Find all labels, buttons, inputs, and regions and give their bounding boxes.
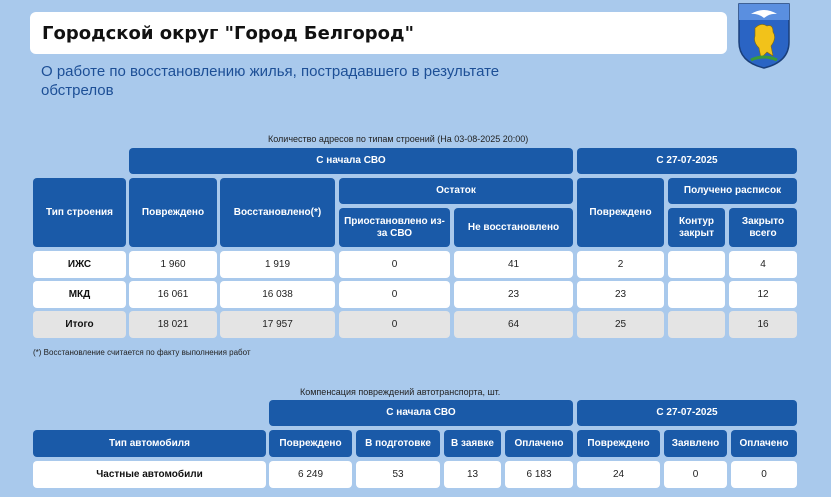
table2-row-type: Частные автомобили <box>33 461 266 488</box>
table1-row2-restored: 16 038 <box>220 281 335 308</box>
table2-col-damaged: Повреждено <box>269 430 352 457</box>
belgorod-coat-of-arms-icon <box>737 2 791 70</box>
table1-col-suspended: Приостановлено из-за СВО <box>339 208 450 247</box>
page-title: Городской округ "Город Белгород" <box>42 22 414 44</box>
table1-col-closed: Закрыто всего <box>729 208 797 247</box>
table2-group-since-date: С 27-07-2025 <box>577 400 797 426</box>
table1-total-contour <box>668 311 725 338</box>
table1-caption: Количество адресов по типам строений (На 03-08-2025 20:00) <box>268 134 529 144</box>
table1-row1-type: ИЖС <box>33 251 126 278</box>
table2-row-damaged: 6 249 <box>269 461 352 488</box>
table2-row-paid: 6 183 <box>505 461 573 488</box>
table2-row-paid2: 0 <box>731 461 797 488</box>
table1-row2-closed: 12 <box>729 281 797 308</box>
table1-row2-damaged: 16 061 <box>129 281 217 308</box>
table1-col-restored: Восстановлено(*) <box>220 178 335 247</box>
table1-group-since-date: С 27-07-2025 <box>577 148 797 174</box>
table1-col-receipts: Получено расписок <box>668 178 797 204</box>
table2-col-paid: Оплачено <box>505 430 573 457</box>
table1-total-damaged2: 25 <box>577 311 664 338</box>
table1-row1-damaged: 1 960 <box>129 251 217 278</box>
table1-total-suspended: 0 <box>339 311 450 338</box>
table1-total-type: Итого <box>33 311 126 338</box>
table2-caption: Компенсация повреждений автотранспорта, шт. <box>300 387 501 397</box>
table2-col-damaged2: Повреждено <box>577 430 660 457</box>
table1-row2-suspended: 0 <box>339 281 450 308</box>
table1-row1-damaged2: 2 <box>577 251 664 278</box>
page-subtitle: О работе по восстановлению жилья, пострадавшего в результате обстрелов <box>41 63 500 99</box>
table1-col-not-restored: Не восстановлено <box>454 208 573 247</box>
table1-row2-not-restored: 23 <box>454 281 573 308</box>
table2-row-applied: 13 <box>444 461 501 488</box>
table1-row2-type: МКД <box>33 281 126 308</box>
table1-total-restored: 17 957 <box>220 311 335 338</box>
table1-col-contour: Контур закрыт <box>668 208 725 247</box>
table2-col-paid2: Оплачено <box>731 430 797 457</box>
table2-col-type: Тип автомобиля <box>33 430 266 457</box>
table2-col-applied: В заявке <box>444 430 501 457</box>
table2-group-since-svo: С начала СВО <box>269 400 573 426</box>
table1-total-damaged: 18 021 <box>129 311 217 338</box>
table2-row-declared: 0 <box>664 461 727 488</box>
table1-row1-suspended: 0 <box>339 251 450 278</box>
table1-row2-contour <box>668 281 725 308</box>
table2-col-preparing: В подготовке <box>356 430 440 457</box>
table2-col-declared: Заявлено <box>664 430 727 457</box>
table1-col-damaged: Повреждено <box>129 178 217 247</box>
table1-group-since-svo: С начала СВО <box>129 148 573 174</box>
table1-col-type: Тип строения <box>33 178 126 247</box>
table1-col-damaged2: Повреждено <box>577 178 664 247</box>
table2-row-preparing: 53 <box>356 461 440 488</box>
header-bar <box>30 12 727 54</box>
table1-col-remaining: Остаток <box>339 178 573 204</box>
table1-row2-damaged2: 23 <box>577 281 664 308</box>
table1-row1-contour <box>668 251 725 278</box>
table1-row1-closed: 4 <box>729 251 797 278</box>
table1-row1-restored: 1 919 <box>220 251 335 278</box>
table1-total-closed: 16 <box>729 311 797 338</box>
table2-row-damaged2: 24 <box>577 461 660 488</box>
table1-footnote: (*) Восстановление считается по факту выполнения работ <box>33 348 251 357</box>
table1-total-not-restored: 64 <box>454 311 573 338</box>
table1-row1-not-restored: 41 <box>454 251 573 278</box>
